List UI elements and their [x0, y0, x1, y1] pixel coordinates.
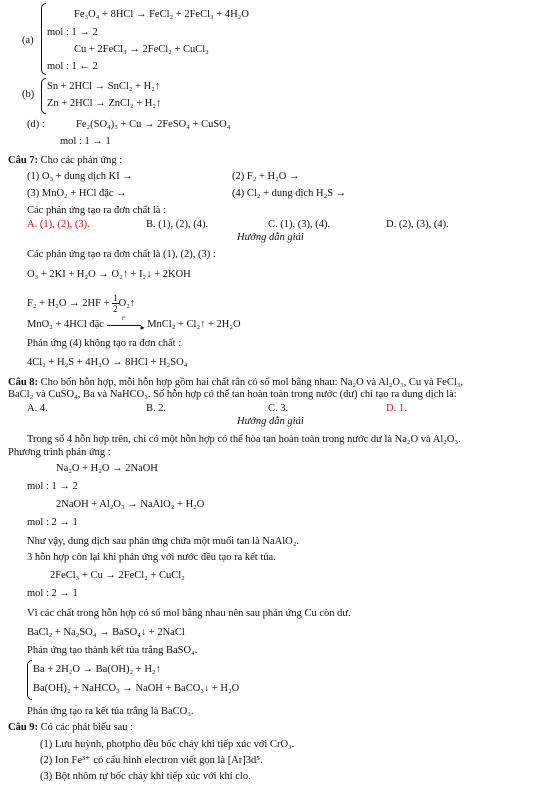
equation: 4Cl₂ + H₂S + 4H₂O → 8HCl + H₂SO₄	[27, 357, 188, 368]
mol-line: mol : 1 → 2	[27, 481, 78, 492]
statement-3: (3) Bột nhôm tự bốc cháy khi tiếp xúc với khí clo.	[40, 771, 251, 782]
equation: BaCl₂ + Na₂SO₄ → BaSO₄↓ + 2NaCl	[27, 627, 185, 638]
solution-text: Phản ứng (4) không tạo ra đơn chất :	[27, 338, 182, 349]
solution-text: Phản ứng tạo ra kết tủa trắng là BaCO₃.	[27, 706, 194, 717]
reaction-4: (4) Cl₂ + dung dịch H₂S →	[232, 188, 347, 199]
option-d: D. 1.	[386, 403, 407, 414]
mol-line: mol : 1 ← 2	[47, 61, 98, 72]
solution-text: Phương trình phản ứng :	[8, 447, 111, 458]
solution-text: 3 hỗn hợp còn lại khi phản ứng với nước đều tạo ra kết tủa.	[27, 552, 276, 563]
equation: 2NaOH + Al₂O₃ → NaAlO₂ + H₂O	[56, 499, 205, 510]
question-8: Câu 8: Cho bốn hỗn hợp, mỗi hỗn hợp gồm hai chất rắn có số mol bằng nhau: Na₂O và Al₂O₃, Cu và FeCl₃,	[8, 377, 464, 388]
option-c: C. 3.	[268, 403, 289, 414]
mol-line: mol : 2 → 1	[27, 517, 78, 528]
part-d-label: (d) :	[27, 119, 45, 130]
equation: Fe₃O₄ + 8HCl → FeCl₂ + 2FeCl₃ + 4H₂O	[74, 9, 249, 20]
question-7: Câu 7: Cho các phản ứng :	[8, 155, 123, 166]
solution-text: Trong số 4 hỗn hợp trên, chỉ có một hỗn hợp có thể hòa tan hoàn toàn trong nước dư là Na₂O và Al₂O₃.	[27, 434, 461, 445]
statement-1: (1) Lưu huỳnh, photpho đều bốc cháy khi tiếp xúc với CrO₃.	[40, 739, 295, 750]
option-b: B. 2.	[146, 403, 167, 414]
equation: Fe₂(SO₄)₃ + Cu → 2FeSO₄ + CuSO₄	[76, 119, 231, 130]
solution-text: Vì các chất trong hỗn hợp có số mol bằng nhau nên sau phản ứng Cu còn dư.	[27, 608, 351, 619]
equation: 2FeCl₃ + Cu → 2FeCl₂ + CuCl₂	[50, 570, 185, 581]
solution-text: Các phản ứng tạo ra đơn chất là (1), (2), (3) :	[27, 249, 216, 260]
option-c: C. (1), (3), (4).	[268, 219, 331, 230]
question-9: Câu 9: Có các phát biểu sau :	[8, 722, 134, 733]
option-d: D. (2), (3), (4).	[386, 219, 449, 230]
guide-heading: Hướng dẫn giải	[237, 232, 304, 243]
option-a: A. (1), (2), (3).	[27, 219, 90, 230]
brace	[41, 3, 46, 75]
reaction-3: (3) MnO₂ + HCl đặc →	[27, 188, 127, 199]
equation: Sn + 2HCl → SnCl₂ + H₂↑	[47, 81, 161, 92]
equation: Ba(OH)₂ + NaHCO₃ → NaOH + BaCO₃↓ + H₂O	[33, 683, 240, 694]
mol-line: mol : 2 → 1	[27, 588, 78, 599]
reaction-2: (2) F₂ + H₂O →	[232, 171, 300, 182]
equation: Cu + 2FeCl₃ → 2FeCl₂ + CuCl₂	[74, 44, 209, 55]
question-ask: Các phản ứng tạo ra đơn chất là :	[27, 205, 166, 216]
solution-text: Như vậy, dung dịch sau phản ứng chứa một muối tan là NaAlO₂.	[27, 536, 300, 547]
equation: F₂ + H₂O → 2HF + $\frac{1}{2}$ O₂↑	[27, 293, 136, 314]
equation: Ba + 2H₂O → Ba(OH)₂ + H₂↑	[33, 664, 161, 675]
guide-heading: Hướng dẫn giải	[237, 416, 304, 427]
equation: Zn + 2HCl → ZnCl₂ + H₂↑	[47, 98, 162, 109]
reaction-1: (1) O₃ + dung dịch KI →	[27, 171, 133, 182]
brace	[27, 660, 32, 700]
option-b: B. (1), (2), (4).	[146, 219, 209, 230]
question-text: BaCl₂ và CuSO₄, Ba và NaHCO₃. Số hỗn hợp có thể tan hoàn toàn trong nước (dư) chỉ tạo ra dung dịch là:	[8, 389, 457, 400]
equation: Na₂O + H₂O → 2NaOH	[56, 463, 158, 474]
part-b-label: (b)	[22, 89, 35, 100]
mol-line: mol : 1 → 2	[47, 27, 98, 38]
statement-2: (2) Ion Fe³⁺ có cấu hình electron viết gọn là [Ar]3d⁵.	[40, 755, 263, 766]
solution-text: Phản ứng tạo thành kết tủa trắng BaSO₄.	[27, 645, 198, 656]
part-a-label: (a)	[22, 35, 34, 46]
brace	[41, 78, 46, 114]
mol-line: mol : 1 → 1	[60, 136, 111, 147]
equation: O₃ + 2KI + H₂O → O₂↑ + I₂↓ + 2KOH	[27, 269, 191, 280]
equation: MnO₂ + 4HCl đặc ▸ t° MnCl₂ + Cl₂↑ + 2H₂O	[27, 315, 241, 332]
option-a: A. 4.	[27, 403, 48, 414]
